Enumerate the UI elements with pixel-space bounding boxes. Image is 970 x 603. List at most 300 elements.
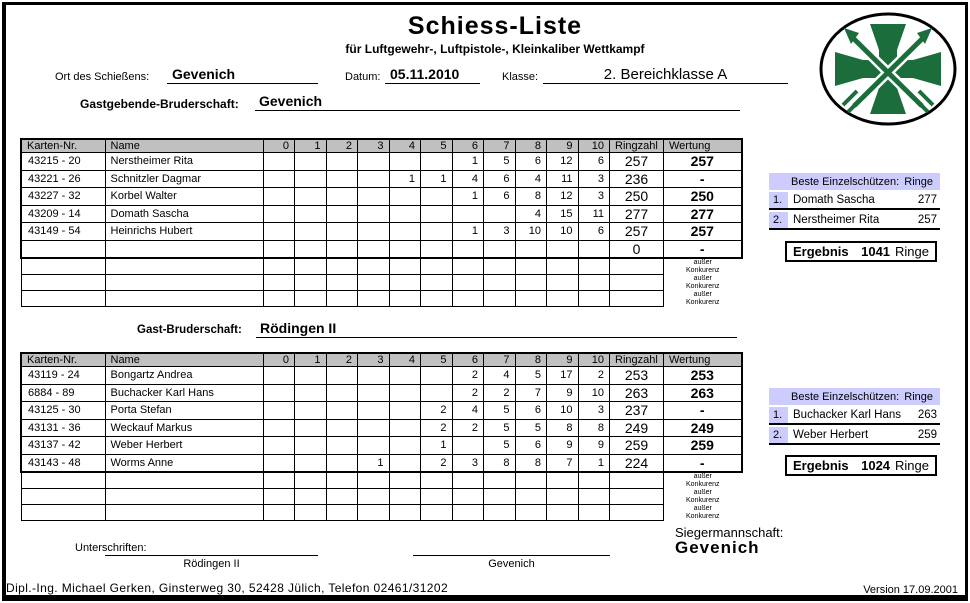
score-cell: 2 — [421, 402, 453, 420]
score-cell — [295, 153, 327, 171]
score-cell: 5 — [484, 153, 516, 171]
empty-cell — [610, 505, 664, 521]
empty-cell — [610, 291, 664, 307]
best-shooters-header — [769, 173, 940, 190]
score-cell: 6 — [484, 170, 516, 188]
column-header: Wertung — [664, 139, 742, 153]
empty-cell — [452, 291, 484, 307]
empty-cell — [421, 275, 453, 291]
score-cell — [358, 384, 390, 402]
column-header: Ringzahl — [610, 353, 664, 367]
shooter-name: Buchacker Karl Hans — [105, 384, 263, 402]
column-header: Name — [105, 353, 263, 367]
score-cell — [263, 437, 295, 455]
score-cell: 7 — [515, 384, 547, 402]
score-cell — [263, 384, 295, 402]
wertung-cell: 257 — [664, 153, 742, 171]
score-cell — [421, 205, 453, 223]
score-cell — [295, 367, 327, 385]
column-header: Wertung — [664, 353, 742, 367]
score-cell: 8 — [515, 454, 547, 472]
card-number: 43143 - 48 — [21, 454, 105, 472]
score-cell — [263, 419, 295, 437]
shooter-row — [21, 223, 742, 241]
score-cell: 3 — [452, 454, 484, 472]
empty-cell — [421, 291, 453, 307]
score-cell — [326, 384, 358, 402]
score-cell — [358, 205, 390, 223]
empty-cell — [326, 472, 358, 489]
score-cell: 11 — [547, 170, 579, 188]
result-value: 1024 — [861, 458, 891, 473]
score-cell — [389, 419, 421, 437]
empty-cell — [578, 489, 610, 505]
empty-cell — [295, 489, 327, 505]
rank-label: 2. — [769, 427, 788, 443]
empty-cell — [421, 472, 453, 489]
score-cell: 6 — [515, 437, 547, 455]
card-number: 6884 - 89 — [21, 384, 105, 402]
score-cell — [421, 384, 453, 402]
ort-value: Gevenich — [167, 66, 318, 84]
wertung-cell: 253 — [664, 367, 742, 385]
shooter-ringe: 259 — [917, 429, 937, 441]
empty-cell — [326, 258, 358, 275]
signature-line-guest — [105, 538, 318, 556]
score-cell — [295, 384, 327, 402]
score-cell — [389, 402, 421, 420]
score-cell: 4 — [515, 205, 547, 223]
empty-cell — [295, 291, 327, 307]
best-shooters-title: Beste Einzelschützen: — [791, 175, 900, 188]
host-score-table — [20, 138, 743, 307]
wertung-cell: - — [664, 454, 742, 472]
column-header: 1 — [295, 139, 327, 153]
score-cell: 8 — [547, 419, 579, 437]
score-cell: 3 — [578, 170, 610, 188]
score-cell — [389, 454, 421, 472]
rank-label: 2. — [769, 212, 788, 228]
host-result-box — [785, 241, 937, 262]
score-cell — [452, 437, 484, 455]
empty-cell — [484, 258, 516, 275]
score-cell: 6 — [515, 153, 547, 171]
empty-cell — [578, 472, 610, 489]
score-cell — [263, 402, 295, 420]
result-unit: Ringe — [895, 244, 929, 259]
card-number: 43227 - 32 — [21, 188, 105, 206]
shooter-name: Weber Herbert — [793, 429, 869, 441]
score-cell — [326, 437, 358, 455]
empty-cell — [484, 489, 516, 505]
empty-cell — [421, 489, 453, 505]
score-cell — [358, 402, 390, 420]
empty-cell — [547, 472, 579, 489]
score-cell: 1 — [389, 170, 421, 188]
ringzahl-cell: 277 — [610, 205, 664, 223]
hors-concours-note: außer Konkurenz — [686, 488, 720, 504]
empty-cell — [578, 291, 610, 307]
wertung-cell: 263 — [664, 384, 742, 402]
score-cell: 2 — [452, 384, 484, 402]
brotherhood-logo — [818, 12, 958, 126]
datum-label: Datum: — [345, 71, 381, 83]
ringzahl-cell: 259 — [610, 437, 664, 455]
shooter-name: Weckauf Markus — [105, 419, 263, 437]
empty-cell — [578, 505, 610, 521]
column-header: 7 — [484, 139, 516, 153]
empty-cell — [263, 258, 295, 275]
empty-cell — [515, 275, 547, 291]
empty-cell — [105, 275, 263, 291]
score-cell — [295, 205, 327, 223]
score-cell: 10 — [547, 402, 579, 420]
score-cell — [389, 367, 421, 385]
empty-cell — [263, 275, 295, 291]
shooter-ringe: 263 — [917, 409, 937, 421]
score-cell: 10 — [578, 384, 610, 402]
column-header: 4 — [389, 139, 421, 153]
result-value: 1041 — [861, 244, 891, 259]
wertung-cell: 259 — [664, 437, 742, 455]
ort-label: Ort des Schießens: — [55, 71, 150, 83]
guest-result-box — [785, 455, 937, 476]
best-shooters-title: Beste Einzelschützen: — [791, 390, 900, 403]
shooter-row — [21, 367, 742, 385]
result-label: Ergebnis — [793, 244, 849, 259]
empty-cell — [452, 472, 484, 489]
rank-label: 1. — [769, 192, 788, 208]
ringzahl-cell: 253 — [610, 367, 664, 385]
score-cell — [326, 170, 358, 188]
score-cell: 9 — [547, 384, 579, 402]
empty-row — [21, 275, 742, 291]
empty-cell — [610, 472, 664, 489]
score-cell — [452, 205, 484, 223]
empty-cell — [389, 275, 421, 291]
host-best-shooters — [769, 173, 940, 230]
card-number: 43149 - 54 — [21, 223, 105, 241]
score-cell — [452, 240, 484, 258]
shooter-name: Heinrichs Hubert — [105, 223, 263, 241]
empty-cell — [263, 505, 295, 521]
score-cell — [326, 223, 358, 241]
empty-cell — [358, 258, 390, 275]
score-cell — [295, 402, 327, 420]
shooter-row — [21, 454, 742, 472]
guest-best-shooters — [769, 388, 940, 445]
page-title: Schiess-Liste — [407, 12, 583, 40]
shooter-row — [21, 419, 742, 437]
ringzahl-cell: 249 — [610, 419, 664, 437]
empty-cell — [515, 505, 547, 521]
hors-concours-note: außer Konkurenz — [686, 290, 720, 306]
empty-cell — [547, 258, 579, 275]
score-cell: 8 — [484, 454, 516, 472]
column-header: 10 — [578, 353, 610, 367]
empty-cell — [484, 505, 516, 521]
score-cell — [263, 240, 295, 258]
ringzahl-cell: 237 — [610, 402, 664, 420]
best-shooter-row — [769, 192, 940, 210]
empty-cell — [358, 489, 390, 505]
score-cell: 6 — [578, 223, 610, 241]
column-header: 0 — [263, 353, 295, 367]
shooter-row — [21, 153, 742, 171]
empty-cell — [578, 275, 610, 291]
shooter-name: Nerstheimer Rita — [793, 214, 880, 226]
score-cell — [389, 223, 421, 241]
signature-line-guest-label: Rödingen II — [183, 558, 240, 570]
empty-cell — [547, 505, 579, 521]
score-cell: 2 — [421, 419, 453, 437]
score-cell: 4 — [515, 170, 547, 188]
wertung-cell: - — [664, 402, 742, 420]
empty-cell — [578, 258, 610, 275]
column-header: Name — [105, 139, 263, 153]
card-number — [21, 240, 105, 258]
ringzahl-cell: 263 — [610, 384, 664, 402]
guest-score-table — [20, 352, 743, 521]
score-cell: 3 — [484, 223, 516, 241]
score-cell: 12 — [547, 188, 579, 206]
ringzahl-cell: 0 — [610, 240, 664, 258]
empty-cell — [389, 489, 421, 505]
wertung-cell: - — [664, 240, 742, 258]
result-label: Ergebnis — [793, 458, 849, 473]
score-cell: 5 — [515, 419, 547, 437]
score-cell: 5 — [484, 419, 516, 437]
score-cell: 2 — [452, 419, 484, 437]
empty-row — [21, 258, 742, 275]
empty-cell — [389, 258, 421, 275]
ringzahl-cell: 236 — [610, 170, 664, 188]
score-cell: 4 — [484, 367, 516, 385]
score-cell: 1 — [452, 153, 484, 171]
score-cell — [263, 188, 295, 206]
score-cell: 6 — [484, 188, 516, 206]
shooter-row — [21, 437, 742, 455]
column-header: 6 — [452, 353, 484, 367]
ringe-column-label: Ringe — [904, 175, 933, 188]
winner-value: Gevenich — [675, 538, 760, 557]
wertung-cell: 277 — [664, 205, 742, 223]
version-label: Version 17.09.2001 — [863, 584, 958, 596]
score-cell: 9 — [578, 437, 610, 455]
score-cell: 10 — [547, 223, 579, 241]
score-cell: 4 — [452, 402, 484, 420]
column-header: 2 — [326, 353, 358, 367]
column-header: Karten-Nr. — [21, 139, 105, 153]
wertung-cell: 257 — [664, 223, 742, 241]
page-subtitle: für Luftgewehr-, Luftpistole-, Kleinkaliber Wettkampf — [345, 42, 645, 56]
ringzahl-cell: 224 — [610, 454, 664, 472]
score-cell — [326, 188, 358, 206]
table-header-row — [21, 139, 742, 153]
score-cell: 12 — [547, 153, 579, 171]
empty-cell — [105, 472, 263, 489]
author-credit: Dipl.-Ing. Michael Gerken, Ginsterweg 30, 52428 Jülich, Telefon 02461/31202 — [6, 581, 449, 595]
empty-cell — [295, 472, 327, 489]
empty-cell — [105, 258, 263, 275]
empty-cell — [452, 489, 484, 505]
signature-line-host-label: Gevenich — [488, 558, 535, 570]
score-cell: 1 — [358, 454, 390, 472]
hors-concours-note: außer Konkurenz — [686, 472, 720, 488]
shooter-row — [21, 402, 742, 420]
empty-cell — [452, 258, 484, 275]
datum-value: 05.11.2010 — [385, 66, 480, 84]
score-cell — [263, 205, 295, 223]
score-cell: 1 — [578, 454, 610, 472]
score-cell: 6 — [515, 402, 547, 420]
empty-cell — [295, 275, 327, 291]
shooter-row — [21, 188, 742, 206]
signatures-label: Unterschriften: — [75, 542, 147, 554]
empty-cell — [295, 505, 327, 521]
score-cell: 15 — [547, 205, 579, 223]
empty-cell — [263, 291, 295, 307]
column-header: 0 — [263, 139, 295, 153]
score-cell: 1 — [452, 223, 484, 241]
card-number: 43131 - 36 — [21, 419, 105, 437]
score-cell: 8 — [578, 419, 610, 437]
score-cell — [358, 367, 390, 385]
shooter-row — [21, 205, 742, 223]
score-cell: 1 — [421, 170, 453, 188]
score-cell: 3 — [578, 402, 610, 420]
score-cell — [263, 454, 295, 472]
score-cell — [358, 223, 390, 241]
column-header: 9 — [547, 139, 579, 153]
score-cell: 9 — [547, 437, 579, 455]
empty-cell — [515, 291, 547, 307]
score-cell: 17 — [547, 367, 579, 385]
score-cell — [421, 153, 453, 171]
result-unit: Ringe — [895, 458, 929, 473]
shooter-name: Schnitzler Dagmar — [105, 170, 263, 188]
best-shooter-row — [769, 212, 940, 230]
column-header: 8 — [515, 139, 547, 153]
empty-cell — [547, 291, 579, 307]
empty-cell — [295, 258, 327, 275]
empty-cell — [263, 489, 295, 505]
empty-cell — [21, 258, 105, 275]
score-cell — [421, 188, 453, 206]
host-brotherhood-label: Gastgebende-Bruderschaft: — [80, 97, 239, 111]
shooter-name: Weber Herbert — [105, 437, 263, 455]
score-cell — [295, 188, 327, 206]
score-cell — [358, 153, 390, 171]
empty-cell — [610, 275, 664, 291]
score-cell — [326, 153, 358, 171]
score-cell — [326, 402, 358, 420]
empty-cell — [326, 275, 358, 291]
ringe-column-label: Ringe — [904, 390, 933, 403]
score-cell — [547, 240, 579, 258]
score-cell — [263, 153, 295, 171]
empty-cell — [610, 489, 664, 505]
shooter-name: Korbel Walter — [105, 188, 263, 206]
score-cell: 7 — [547, 454, 579, 472]
empty-cell — [515, 472, 547, 489]
shooter-name — [105, 240, 263, 258]
score-cell — [326, 419, 358, 437]
shooter-name: Worms Anne — [105, 454, 263, 472]
column-header: 3 — [358, 139, 390, 153]
empty-cell — [547, 489, 579, 505]
empty-cell — [515, 258, 547, 275]
empty-row — [21, 291, 742, 307]
score-cell — [295, 419, 327, 437]
empty-cell — [610, 258, 664, 275]
card-number: 43221 - 26 — [21, 170, 105, 188]
score-cell — [295, 437, 327, 455]
score-cell — [358, 240, 390, 258]
hors-concours-note: außer Konkurenz — [686, 504, 720, 520]
column-header: 2 — [326, 139, 358, 153]
empty-cell — [358, 505, 390, 521]
guest-brotherhood-label: Gast-Bruderschaft: — [137, 324, 242, 336]
score-cell — [295, 240, 327, 258]
score-cell — [263, 223, 295, 241]
score-cell — [358, 437, 390, 455]
empty-cell — [421, 505, 453, 521]
empty-cell — [452, 505, 484, 521]
card-number: 43119 - 24 — [21, 367, 105, 385]
empty-cell — [389, 505, 421, 521]
score-cell: 2 — [421, 454, 453, 472]
shooter-name: Nerstheimer Rita — [105, 153, 263, 171]
shooter-ringe: 257 — [917, 214, 937, 226]
card-number: 43215 - 20 — [21, 153, 105, 171]
empty-row — [21, 505, 742, 521]
score-cell — [421, 240, 453, 258]
score-cell — [326, 454, 358, 472]
ringzahl-cell: 250 — [610, 188, 664, 206]
column-header: 5 — [421, 353, 453, 367]
empty-cell — [21, 489, 105, 505]
score-cell — [389, 240, 421, 258]
score-cell: 5 — [484, 437, 516, 455]
wertung-cell: 249 — [664, 419, 742, 437]
score-cell — [295, 454, 327, 472]
score-cell: 5 — [484, 402, 516, 420]
wertung-cell: - — [664, 170, 742, 188]
column-header: 4 — [389, 353, 421, 367]
score-cell — [295, 170, 327, 188]
score-cell: 5 — [515, 367, 547, 385]
shooter-name: Porta Stefan — [105, 402, 263, 420]
card-number: 43125 - 30 — [21, 402, 105, 420]
score-cell — [484, 240, 516, 258]
empty-cell — [389, 472, 421, 489]
column-header: 8 — [515, 353, 547, 367]
empty-cell — [263, 472, 295, 489]
score-cell — [358, 188, 390, 206]
empty-cell — [105, 489, 263, 505]
score-cell — [389, 384, 421, 402]
shooter-row — [21, 170, 742, 188]
column-header: 3 — [358, 353, 390, 367]
klasse-label: Klasse: — [502, 71, 539, 83]
empty-cell — [21, 275, 105, 291]
shooter-row — [21, 240, 742, 258]
score-cell: 2 — [484, 384, 516, 402]
score-cell: 3 — [578, 188, 610, 206]
ringzahl-cell: 257 — [610, 223, 664, 241]
score-cell — [326, 205, 358, 223]
